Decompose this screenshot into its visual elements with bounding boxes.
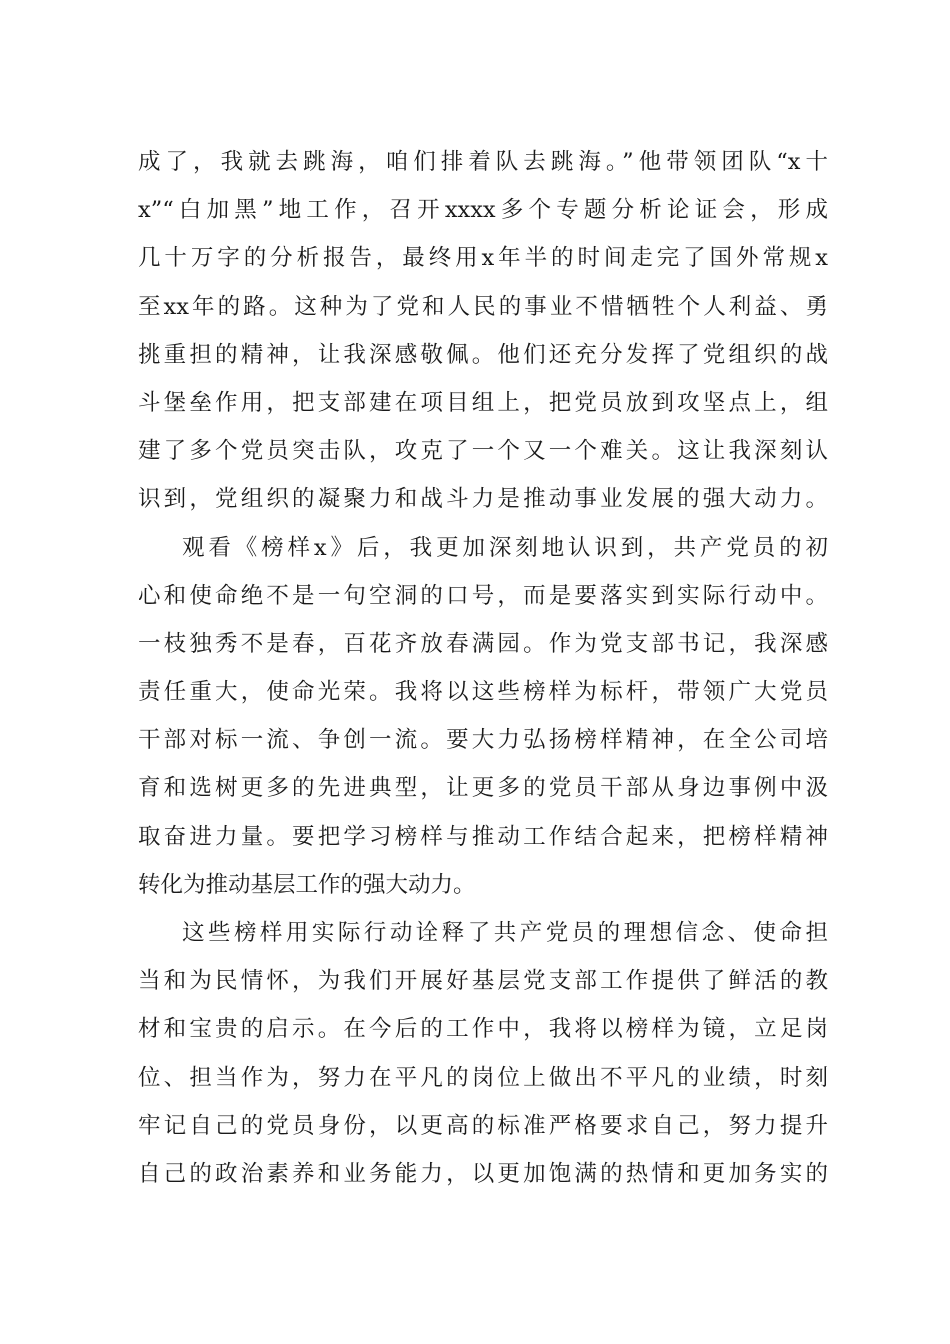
- text-line: 一枝独秀不是春，百花齐放春满园。作为党支部书记，我深感: [138, 630, 828, 657]
- text-line: 观看《榜样x》后，我更加深刻地认识到，共产党员的初: [182, 534, 828, 561]
- text-line: 斗堡垒作用，把支部建在项目组上，把党员放到攻坚点上，组: [138, 389, 828, 416]
- text-line: 转化为推动基层工作的强大动力。: [138, 871, 476, 898]
- text-line: x”“白加黑”地工作，召开xxxx多个专题分析论证会，形成: [138, 197, 828, 224]
- text-line: 挑重担的精神，让我深感敬佩。他们还充分发挥了党组织的战: [138, 341, 828, 368]
- text-line: 自己的政治素养和业务能力，以更加饱满的热情和更加务实的: [138, 1160, 828, 1187]
- text-line: 牢记自己的党员身份，以更高的标准严格要求自己，努力提升: [138, 1112, 828, 1139]
- text-line: 心和使命绝不是一句空洞的口号，而是要落实到实际行动中。: [138, 582, 828, 609]
- text-line: 取奋进力量。要把学习榜样与推动工作结合起来，把榜样精神: [138, 823, 828, 850]
- text-line: 育和选树更多的先进典型，让更多的党员干部从身边事例中汲: [138, 775, 828, 802]
- text-line: 材和宝贵的启示。在今后的工作中，我将以榜样为镜，立足岗: [138, 1016, 828, 1043]
- text-line: 干部对标一流、争创一流。要大力弘扬榜样精神，在全公司培: [138, 727, 828, 754]
- text-line: 几十万字的分析报告，最终用x年半的时间走完了国外常规x: [138, 245, 828, 272]
- text-line: 这些榜样用实际行动诠释了共产党员的理想信念、使命担: [182, 920, 828, 946]
- text-line: 位、担当作为，努力在平凡的岗位上做出不平凡的业绩，时刻: [138, 1064, 828, 1091]
- text-line: 识到，党组织的凝聚力和战斗力是推动事业发展的强大动力。: [138, 486, 828, 513]
- text-line: 建了多个党员突击队，攻克了一个又一个难关。这让我深刻认: [138, 438, 828, 465]
- document-body: [138, 138, 828, 1198]
- text-line: 至xx年的路。这种为了党和人民的事业不惜牺牲个人利益、勇: [138, 293, 828, 320]
- text-line: 成了，我就去跳海，咱们排着队去跳海。”他带领团队“x十: [138, 149, 828, 175]
- text-line: 责任重大，使命光荣。我将以这些榜样为标杆，带领广大党员: [138, 679, 828, 706]
- text-line: 当和为民情怀，为我们开展好基层党支部工作提供了鲜活的教: [138, 968, 828, 995]
